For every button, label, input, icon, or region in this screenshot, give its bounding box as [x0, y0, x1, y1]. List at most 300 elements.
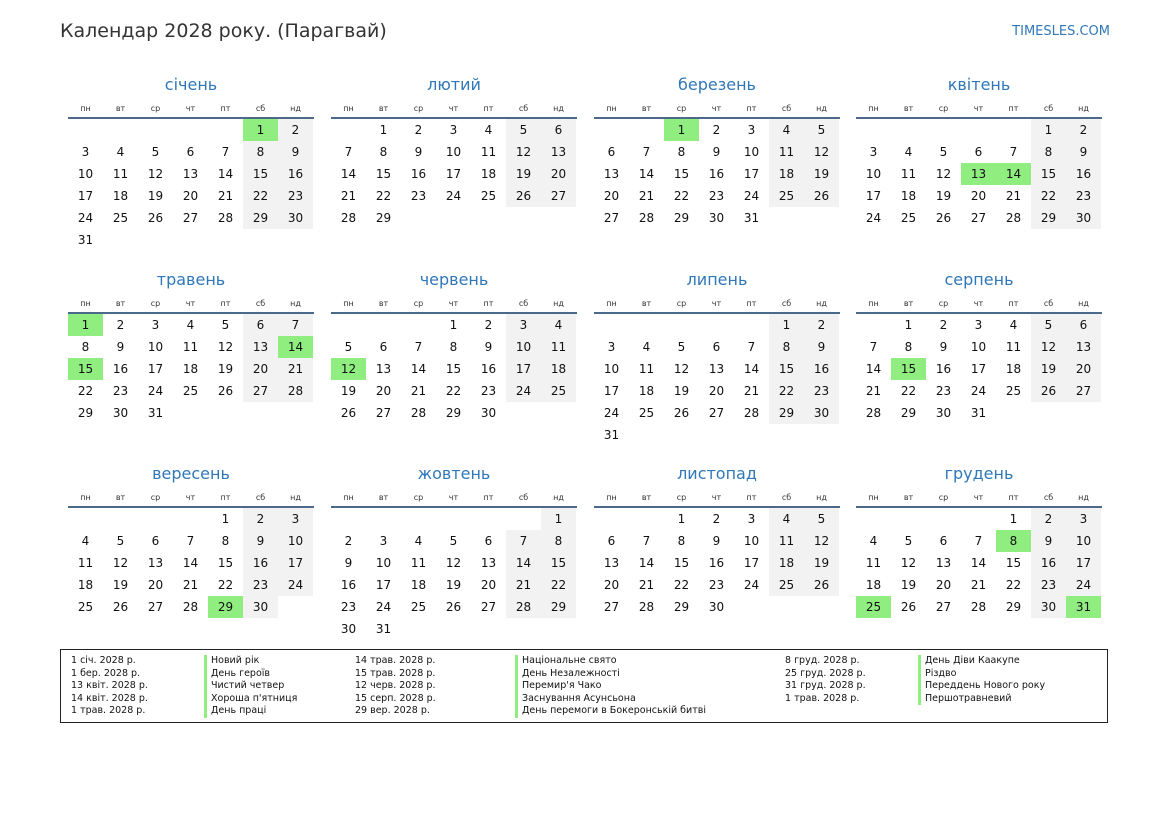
- day-cell: 14: [970, 556, 987, 570]
- day-cell: 5: [939, 145, 948, 159]
- day-cell: 2: [344, 534, 353, 548]
- week-row: [856, 336, 1102, 358]
- day-cell: 22: [217, 578, 234, 592]
- day-cell: 12: [331, 358, 366, 380]
- day-cell: 23: [480, 384, 497, 398]
- day-cell: 7: [642, 534, 651, 548]
- weekday-label: вт: [378, 493, 389, 502]
- day-cell: 25: [480, 189, 497, 203]
- day-cell: 8: [541, 530, 576, 552]
- day-cell: 19: [900, 578, 917, 592]
- week-row: [68, 163, 314, 185]
- weekday-label: сб: [1043, 104, 1054, 113]
- legend-holiday: Перемир'я Чако: [515, 680, 706, 693]
- weekday-label: сб: [255, 299, 266, 308]
- empty-day-cell: [278, 402, 313, 424]
- day-cell: 25: [112, 211, 129, 225]
- weekday-label: пт: [220, 104, 231, 113]
- weekday-header: [594, 489, 840, 508]
- week-row: [856, 119, 1102, 141]
- day-cell: 8: [1031, 141, 1066, 163]
- empty-day-cell: [664, 424, 699, 446]
- day-cell: 7: [1009, 145, 1018, 159]
- weekday-label: чт: [711, 299, 722, 308]
- day-cell: 27: [603, 211, 620, 225]
- week-row: [594, 530, 840, 552]
- day-cell: 1: [1009, 512, 1018, 526]
- day-cell: 4: [116, 145, 125, 159]
- day-cell: 5: [804, 119, 839, 141]
- day-cell: 1: [379, 123, 388, 137]
- day-cell: 4: [484, 123, 493, 137]
- day-cell: 20: [935, 578, 952, 592]
- day-cell: 16: [410, 167, 427, 181]
- day-cell: 4: [769, 508, 804, 530]
- week-row: [331, 185, 577, 207]
- week-row: [331, 596, 577, 618]
- day-cell: 5: [904, 534, 913, 548]
- day-cell: 11: [769, 530, 804, 552]
- day-cell: 9: [1031, 530, 1066, 552]
- day-cell: 6: [607, 534, 616, 548]
- weekday-label: чт: [973, 299, 984, 308]
- legend-holiday: Чистий четвер: [204, 680, 297, 693]
- day-cell: 17: [445, 167, 462, 181]
- weekday-label: пт: [1008, 299, 1019, 308]
- day-cell: 10: [77, 167, 94, 181]
- week-row: [68, 508, 314, 530]
- day-cell: 17: [77, 189, 94, 203]
- empty-day-cell: [804, 424, 839, 446]
- day-cell: 31: [77, 233, 94, 247]
- day-cell: 15: [243, 163, 278, 185]
- weekday-label: нд: [290, 104, 301, 113]
- empty-day-cell: [856, 314, 891, 336]
- week-row: [331, 336, 577, 358]
- month-block: [856, 74, 1102, 229]
- day-cell: 30: [804, 402, 839, 424]
- legend-date: 1 трав. 2028 р.: [71, 705, 146, 717]
- month-block: [331, 74, 577, 229]
- day-cell: 23: [1066, 185, 1101, 207]
- day-cell: 26: [804, 185, 839, 207]
- day-cell: 14: [638, 167, 655, 181]
- day-cell: 20: [243, 358, 278, 380]
- day-cell: 7: [747, 340, 756, 354]
- day-cell: 10: [278, 530, 313, 552]
- day-cell: 27: [970, 211, 987, 225]
- weekday-label: нд: [816, 493, 827, 502]
- day-cell: 30: [708, 211, 725, 225]
- weekday-label: ср: [938, 104, 949, 113]
- day-cell: 8: [243, 141, 278, 163]
- day-cell: 12: [147, 167, 164, 181]
- weekday-label: сб: [255, 493, 266, 502]
- day-cell: 7: [414, 340, 423, 354]
- day-cell: 28: [410, 406, 427, 420]
- day-cell: 20: [970, 189, 987, 203]
- day-cell: 14: [182, 556, 199, 570]
- legend-holiday: День перемоги в Бокеронській битві: [515, 705, 706, 718]
- day-cell: 13: [541, 141, 576, 163]
- day-cell: 25: [541, 380, 576, 402]
- empty-day-cell: [471, 618, 506, 640]
- day-cell: 16: [708, 556, 725, 570]
- day-cell: 26: [900, 600, 917, 614]
- day-cell: 29: [769, 402, 804, 424]
- day-cell: 5: [221, 318, 230, 332]
- day-cell: 30: [278, 207, 313, 229]
- empty-day-cell: [856, 119, 891, 141]
- day-cell: 17: [506, 358, 541, 380]
- day-cell: 18: [410, 578, 427, 592]
- day-cell: 30: [1066, 207, 1101, 229]
- empty-day-cell: [629, 424, 664, 446]
- day-cell: 9: [1066, 141, 1101, 163]
- week-row: [856, 380, 1102, 402]
- day-cell: 1: [677, 512, 686, 526]
- empty-day-cell: [401, 508, 436, 530]
- weekday-label: вт: [378, 299, 389, 308]
- week-row: [68, 574, 314, 596]
- day-cell: 14: [278, 336, 313, 358]
- weekday-label: пн: [343, 493, 354, 502]
- weekday-label: нд: [816, 299, 827, 308]
- day-cell: 15: [375, 167, 392, 181]
- day-cell: 17: [278, 552, 313, 574]
- brand-link[interactable]: TIMESLES.COM: [1012, 24, 1110, 39]
- legend-holiday: Новий рік: [204, 655, 297, 668]
- week-row: [331, 618, 577, 640]
- day-cell: 20: [147, 578, 164, 592]
- day-cell: 2: [712, 123, 721, 137]
- day-cell: 11: [865, 556, 882, 570]
- day-cell: 8: [677, 145, 686, 159]
- day-cell: 2: [243, 508, 278, 530]
- empty-day-cell: [804, 596, 839, 618]
- weekday-label: ср: [150, 104, 161, 113]
- legend-holiday: Першотравневий: [918, 693, 1045, 706]
- day-cell: 31: [970, 406, 987, 420]
- week-row: [68, 530, 314, 552]
- day-cell: 2: [484, 318, 493, 332]
- day-cell: 1: [449, 318, 458, 332]
- weekday-label: нд: [553, 299, 564, 308]
- empty-day-cell: [594, 314, 629, 336]
- day-cell: 4: [1009, 318, 1018, 332]
- week-row: [594, 424, 840, 446]
- day-cell: 24: [865, 211, 882, 225]
- month-name: березень: [678, 75, 756, 94]
- empty-day-cell: [891, 119, 926, 141]
- weekday-label: пт: [220, 299, 231, 308]
- day-cell: 14: [743, 362, 760, 376]
- day-cell: 12: [900, 556, 917, 570]
- week-row: [68, 185, 314, 207]
- weekday-label: пн: [606, 299, 617, 308]
- week-row: [594, 596, 840, 618]
- day-cell: 29: [77, 406, 94, 420]
- weekday-label: пн: [606, 493, 617, 502]
- day-cell: 14: [638, 556, 655, 570]
- weekday-header: [331, 100, 577, 119]
- day-cell: 16: [935, 362, 952, 376]
- day-cell: 8: [996, 530, 1031, 552]
- day-cell: 4: [186, 318, 195, 332]
- empty-day-cell: [699, 314, 734, 336]
- weekday-label: сб: [518, 299, 529, 308]
- day-cell: 18: [638, 384, 655, 398]
- day-cell: 28: [506, 596, 541, 618]
- day-cell: 19: [112, 578, 129, 592]
- day-cell: 31: [375, 622, 392, 636]
- day-cell: 4: [769, 119, 804, 141]
- week-row: [594, 380, 840, 402]
- day-cell: 5: [116, 534, 125, 548]
- legend-date: 8 груд. 2028 р.: [785, 655, 860, 666]
- month-block: [331, 269, 577, 424]
- legend-holiday: День праці: [204, 705, 297, 718]
- day-cell: 26: [804, 574, 839, 596]
- empty-day-cell: [856, 508, 891, 530]
- day-cell: 2: [278, 119, 313, 141]
- day-cell: 31: [603, 428, 620, 442]
- week-row: [68, 119, 314, 141]
- day-cell: 6: [243, 314, 278, 336]
- day-cell: 20: [1066, 358, 1101, 380]
- empty-day-cell: [243, 229, 278, 251]
- day-cell: 22: [673, 578, 690, 592]
- day-cell: 26: [112, 600, 129, 614]
- day-cell: 1: [541, 508, 576, 530]
- month-block: [68, 463, 314, 618]
- day-cell: 25: [410, 600, 427, 614]
- empty-day-cell: [278, 229, 313, 251]
- legend-date: 15 трав. 2028 р.: [355, 667, 436, 679]
- empty-day-cell: [366, 314, 401, 336]
- empty-day-cell: [138, 119, 173, 141]
- day-cell: 18: [182, 362, 199, 376]
- day-cell: 10: [970, 340, 987, 354]
- day-cell: 5: [344, 340, 353, 354]
- day-cell: 13: [603, 167, 620, 181]
- day-cell: 28: [865, 406, 882, 420]
- day-cell: 9: [278, 141, 313, 163]
- empty-day-cell: [1066, 402, 1101, 424]
- weekday-label: пт: [483, 299, 494, 308]
- day-cell: 23: [243, 574, 278, 596]
- empty-day-cell: [961, 508, 996, 530]
- weekday-header: [856, 100, 1102, 119]
- day-cell: 8: [677, 534, 686, 548]
- legend-col1-dates: [71, 655, 148, 718]
- weekday-label: пт: [746, 493, 757, 502]
- empty-day-cell: [471, 207, 506, 229]
- day-cell: 6: [484, 534, 493, 548]
- day-cell: 12: [506, 141, 541, 163]
- day-cell: 21: [865, 384, 882, 398]
- day-cell: 25: [1005, 384, 1022, 398]
- weekday-label: чт: [711, 493, 722, 502]
- month-name: квітень: [947, 75, 1011, 94]
- day-cell: 1: [664, 119, 699, 141]
- week-row: [594, 314, 840, 336]
- day-cell: 16: [278, 163, 313, 185]
- week-row: [856, 402, 1102, 424]
- day-cell: 18: [1005, 362, 1022, 376]
- weekday-label: сб: [1043, 493, 1054, 502]
- day-cell: 15: [769, 358, 804, 380]
- day-cell: 29: [900, 406, 917, 420]
- day-cell: 21: [340, 189, 357, 203]
- weekday-label: ср: [676, 299, 687, 308]
- legend-date: 1 січ. 2028 р.: [71, 655, 136, 666]
- empty-day-cell: [173, 119, 208, 141]
- day-cell: 15: [673, 556, 690, 570]
- week-row: [856, 596, 1102, 618]
- day-cell: 27: [243, 380, 278, 402]
- day-cell: 23: [1031, 574, 1066, 596]
- day-cell: 18: [865, 578, 882, 592]
- weekday-label: ср: [938, 299, 949, 308]
- weekday-label: нд: [553, 493, 564, 502]
- week-row: [331, 119, 577, 141]
- day-cell: 31: [147, 406, 164, 420]
- legend-col3-names: [918, 655, 1045, 705]
- empty-day-cell: [436, 508, 471, 530]
- day-cell: 28: [217, 211, 234, 225]
- empty-day-cell: [734, 424, 769, 446]
- day-cell: 9: [939, 340, 948, 354]
- empty-day-cell: [699, 424, 734, 446]
- day-cell: 26: [340, 406, 357, 420]
- weekday-label: вт: [115, 104, 126, 113]
- week-row: [594, 207, 840, 229]
- week-row: [856, 552, 1102, 574]
- day-cell: 8: [221, 534, 230, 548]
- week-row: [594, 336, 840, 358]
- day-cell: 28: [182, 600, 199, 614]
- legend-date: 15 серп. 2028 р.: [355, 692, 436, 704]
- empty-day-cell: [594, 508, 629, 530]
- weekday-label: ср: [413, 493, 424, 502]
- empty-day-cell: [629, 314, 664, 336]
- day-cell: 16: [243, 552, 278, 574]
- empty-day-cell: [471, 508, 506, 530]
- day-cell: 20: [480, 578, 497, 592]
- day-cell: 3: [278, 508, 313, 530]
- weekday-label: вт: [641, 104, 652, 113]
- weekday-label: чт: [448, 493, 459, 502]
- day-cell: 27: [708, 406, 725, 420]
- day-cell: 17: [970, 362, 987, 376]
- day-cell: 19: [147, 189, 164, 203]
- day-cell: 3: [974, 318, 983, 332]
- empty-day-cell: [173, 402, 208, 424]
- day-cell: 25: [769, 574, 804, 596]
- day-cell: 16: [340, 578, 357, 592]
- week-row: [68, 141, 314, 163]
- month-block: [594, 463, 840, 618]
- week-row: [856, 574, 1102, 596]
- day-cell: 23: [804, 380, 839, 402]
- day-cell: 13: [243, 336, 278, 358]
- day-cell: 24: [743, 189, 760, 203]
- month-block: [68, 269, 314, 424]
- day-cell: 16: [112, 362, 129, 376]
- weekday-label: пт: [1008, 493, 1019, 502]
- day-cell: 24: [743, 578, 760, 592]
- day-cell: 23: [708, 578, 725, 592]
- day-cell: 10: [1066, 530, 1101, 552]
- day-cell: 18: [541, 358, 576, 380]
- day-cell: 6: [186, 145, 195, 159]
- week-row: [594, 141, 840, 163]
- month-name: серпень: [944, 270, 1014, 289]
- day-cell: 4: [414, 534, 423, 548]
- day-cell: 30: [340, 622, 357, 636]
- day-cell: 23: [278, 185, 313, 207]
- day-cell: 7: [221, 145, 230, 159]
- day-cell: 7: [186, 534, 195, 548]
- empty-day-cell: [804, 207, 839, 229]
- day-cell: 10: [603, 362, 620, 376]
- empty-day-cell: [331, 314, 366, 336]
- day-cell: 20: [708, 384, 725, 398]
- day-cell: 14: [217, 167, 234, 181]
- week-row: [594, 163, 840, 185]
- day-cell: 17: [603, 384, 620, 398]
- empty-day-cell: [594, 119, 629, 141]
- day-cell: 21: [1005, 189, 1022, 203]
- weekday-label: сб: [781, 104, 792, 113]
- empty-day-cell: [734, 314, 769, 336]
- day-cell: 1: [769, 314, 804, 336]
- day-cell: 9: [712, 145, 721, 159]
- day-cell: 27: [541, 185, 576, 207]
- week-row: [331, 141, 577, 163]
- weekday-label: чт: [185, 299, 196, 308]
- day-cell: 1: [221, 512, 230, 526]
- day-cell: 6: [607, 145, 616, 159]
- day-cell: 18: [112, 189, 129, 203]
- day-cell: 5: [449, 534, 458, 548]
- day-cell: 3: [449, 123, 458, 137]
- day-cell: 21: [217, 189, 234, 203]
- day-cell: 7: [642, 145, 651, 159]
- day-cell: 29: [673, 600, 690, 614]
- week-row: [594, 574, 840, 596]
- day-cell: 9: [414, 145, 423, 159]
- day-cell: 21: [743, 384, 760, 398]
- day-cell: 24: [147, 384, 164, 398]
- legend-holiday: Заснування Асунсьона: [515, 693, 706, 706]
- weekday-label: нд: [1078, 493, 1089, 502]
- empty-day-cell: [506, 508, 541, 530]
- month-name: грудень: [944, 464, 1014, 483]
- weekday-label: чт: [448, 299, 459, 308]
- weekday-label: сб: [518, 493, 529, 502]
- day-cell: 21: [506, 574, 541, 596]
- day-cell: 11: [900, 167, 917, 181]
- day-cell: 6: [939, 534, 948, 548]
- day-cell: 5: [677, 340, 686, 354]
- day-cell: 25: [182, 384, 199, 398]
- day-cell: 5: [506, 119, 541, 141]
- empty-day-cell: [208, 119, 243, 141]
- weekday-label: чт: [185, 493, 196, 502]
- legend-date: 14 трав. 2028 р.: [355, 655, 436, 666]
